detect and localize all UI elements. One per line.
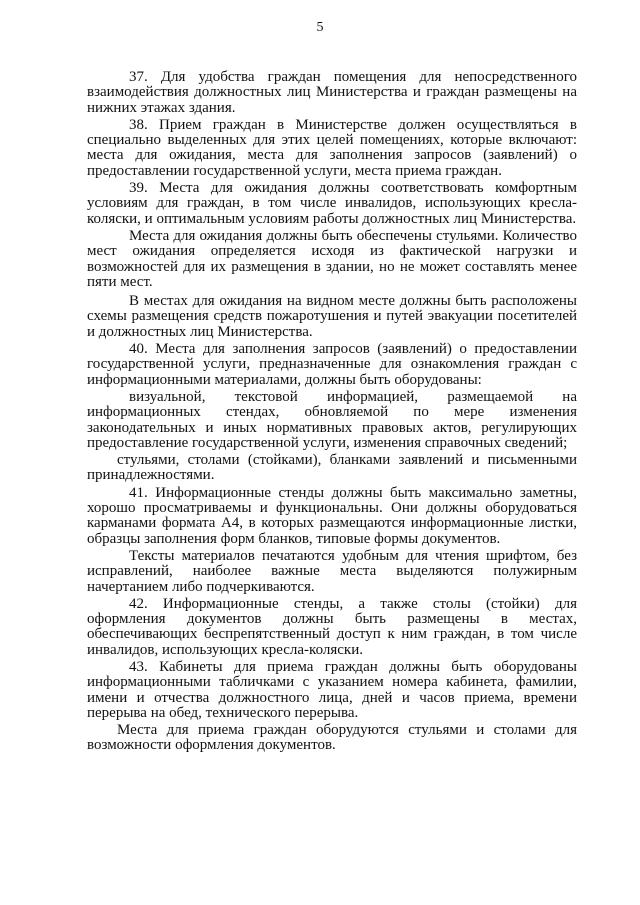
paragraph-43: 43. Кабинеты для приема граждан должны быть оборудованы информационными табличками с указанием номера кабинета, фамилии, имени и отчества должностного лица, дней и часов приема, времени перерыва на обед, технического перерыва. (87, 658, 577, 721)
paragraph-39: 39. Места для ожидания должны соответствовать комфортным условиям для граждан, в том числе инвалидов, использующих кресла-коляски, и оптимальным условиям работы должностных лиц Министерства. (87, 180, 577, 227)
paragraph-42: 42. Информационные стенды, а также столы (стойки) для оформления документов должны быть размещены в местах, обеспечивающих беспрепятственный доступ к ним граждан, в том числе инвалидов, использующих кресла-коляски. (87, 595, 577, 658)
paragraph-38: 38. Прием граждан в Министерстве должен осуществляться в специально выделенных для этих целей помещениях, которые включают: места для ожидания, места для заполнения запросов (заявлений) о предоставлении государственной услуги, места приема граждан. (87, 116, 577, 179)
paragraph-reception-seats: Места для приема граждан оборудуются стульями и столами для возможности оформления документов. (87, 722, 577, 754)
page-number: 5 (316, 20, 324, 35)
paragraph-evacuation-schemes: В местах для ожидания на видном месте должны быть расположены схемы размещения средств пожаротушения и путей эвакуации посетителей и должностных лиц Министерства. (87, 293, 577, 340)
paragraph-41: 41. Информационные стенды должны быть максимально заметны, хорошо просматриваемы и функциональны. Они должны оборудоваться карманами формата А4, в которых размещаются информационные листки, образцы заполнения форм бланков, типовые формы документов. (87, 484, 577, 547)
paragraph-37: 37. Для удобства граждан помещения для непосредственного взаимодействия должностных лиц Министерства и граждан размещены на нижних этажах здания. (87, 69, 577, 116)
paragraph-visual-info: визуальной, текстовой информацией, размещаемой на информационных стендах, обновляемой по мере изменения законодательных и иных нормативных правовых актов, регулирующих предоставление государственной услуги, изменения справочных сведений; (87, 388, 577, 451)
paragraph-text-materials: Тексты материалов печатаются удобным для чтения шрифтом, без исправлений, наиболее важные места выделяются полужирным начертанием либо подчеркиваются. (87, 547, 577, 595)
paragraph-waiting-seats: Места для ожидания должны быть обеспечены стульями. Количество мест ожидания определяется исходя из фактической нагрузки и возможностей для их размещения в здании, но не может составлять менее пяти мест. (87, 227, 577, 290)
paragraph-40: 40. Места для заполнения запросов (заявлений) о предоставлении государственной услуги, предназначенные для ознакомления граждан с информационными материалами, должны быть оборудованы: (87, 341, 577, 388)
paragraph-furniture: стульями, столами (стойками), бланками заявлений и письменными принадлежностями. (87, 452, 577, 484)
document-body (87, 70, 577, 756)
